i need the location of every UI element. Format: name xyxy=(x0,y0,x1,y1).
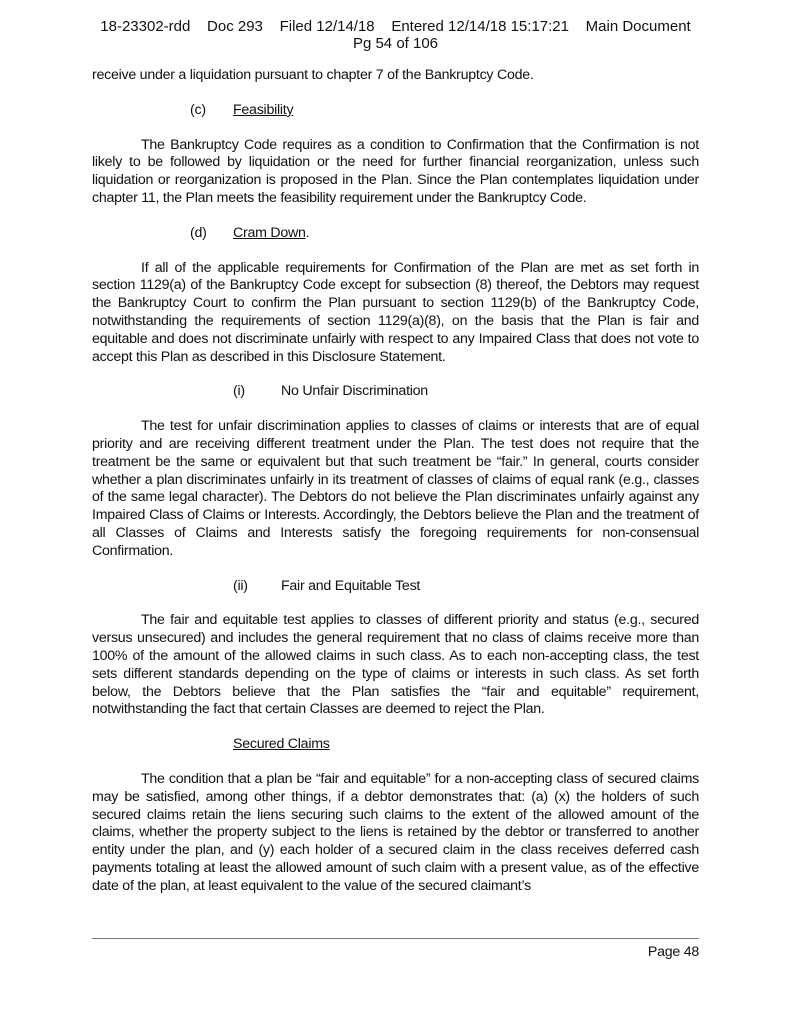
document-label: Main Document xyxy=(585,18,691,35)
footer-divider xyxy=(92,938,699,939)
page-of-total: Pg 54 of 106 xyxy=(352,35,439,52)
paragraph-unfair-discrimination: The test for unfair discrimination applies to classes of claims or interests that are of equal priority and are receiving different treatment under the Plan. The test does not require that the treatment be the same or equivalent but that such treatment be “fair.” In general, courts consider whether a plan discriminates unfairly in its treatment of classes of claims of equal rank (e.g., classes of the same legal character). The Debtors do not believe the Plan discriminates unfairly against any Impaired Class of Claims or Interests. Accordingly, the Debtors believe the Plan and the treatment of all Classes of Claims and Interests satisfy the foregoing requirements for non-consensual Confirmation. xyxy=(92,418,699,559)
heading-title: Cram Down xyxy=(233,224,306,241)
page-number: Page 48 xyxy=(647,944,699,960)
heading-feasibility xyxy=(92,102,699,120)
document-number: Doc 293 xyxy=(207,18,263,35)
filed-date: Filed 12/14/18 xyxy=(279,18,375,35)
filing-header xyxy=(0,18,791,52)
heading-number: (c) xyxy=(190,101,206,118)
heading-title: Feasibility xyxy=(233,101,294,118)
heading-title: Fair and Equitable Test xyxy=(281,577,421,594)
heading-number: (i) xyxy=(233,383,245,400)
filing-header-line-1 xyxy=(0,18,791,35)
heading-suffix: . xyxy=(305,224,310,241)
paragraph-feasibility: The Bankruptcy Code requires as a condition to Confirmation that the Confirmation is not likely to be followed by liquidation or the need for further financial reorganization, unless such liquidation or reorganization is proposed in the Plan. Since the Plan contemplates liquidation under chapter 11, the Plan meets the feasibility requirement under the Bankruptcy Code. xyxy=(92,136,699,206)
paragraph-cram-down: If all of the applicable requirements for Confirmation of the Plan are met as set forth in section 1129(a) of the Bankruptcy Code except for subsection (8) thereof, the Debtors may request the Bankruptcy Court to confirm the Plan pursuant to section 1129(b) of the Bankruptcy Code, notwithstanding the requirements of section 1129(a)(8), on the basis that the Plan is fair and equitable and does not discriminate unfairly with respect to any Impaired Class that does not vote to accept this Plan as described in this Disclosure Statement. xyxy=(92,259,699,365)
heading-fair-and-equitable xyxy=(92,578,699,596)
heading-title: Secured Claims xyxy=(233,736,330,753)
heading-cram-down xyxy=(92,225,699,243)
paragraph-fair-and-equitable: The fair and equitable test applies to classes of different priority and status (e.g., secured versus unsecured) and includes the general requirement that no class of claims receive more than 100% of the amount of the allowed claims in such class. As to each non-accepting class, the test sets different standards depending on the type of claims or interests in such class. As set forth below, the Debtors believe that the Plan satisfies the “fair and equitable” requirement, notwithstanding the fact that certain Classes are deemed to reject the Plan. xyxy=(92,612,699,718)
heading-number: (ii) xyxy=(233,577,248,594)
heading-secured-claims xyxy=(92,736,699,754)
case-number: 18-23302-rdd xyxy=(100,18,191,35)
paragraph-continuation: receive under a liquidation pursuant to chapter 7 of the Bankruptcy Code. xyxy=(92,67,534,83)
paragraph-secured-claims: The condition that a plan be “fair and equitable” for a non-accepting class of secured claims may be satisfied, among other things, if a debtor demonstrates that: (a) (x) the holders of such secured claims retain the liens securing such claims to the extent of the allowed amount of the claims, whether the property subject to the liens is retained by the debtor or transferred to another entity under the plan, and (y) each holder of a secured claim in the class receives deferred cash payments totaling at least the allowed amount of such claim with a present value, as of the effective date of the plan, at least equivalent to the value of the secured claimant’s xyxy=(92,770,699,894)
entered-date: Entered 12/14/18 15:17:21 xyxy=(391,18,569,35)
heading-title: No Unfair Discrimination xyxy=(281,383,428,400)
document-body xyxy=(92,67,699,912)
heading-no-unfair-discrimination xyxy=(92,383,699,401)
heading-number: (d) xyxy=(190,224,207,241)
